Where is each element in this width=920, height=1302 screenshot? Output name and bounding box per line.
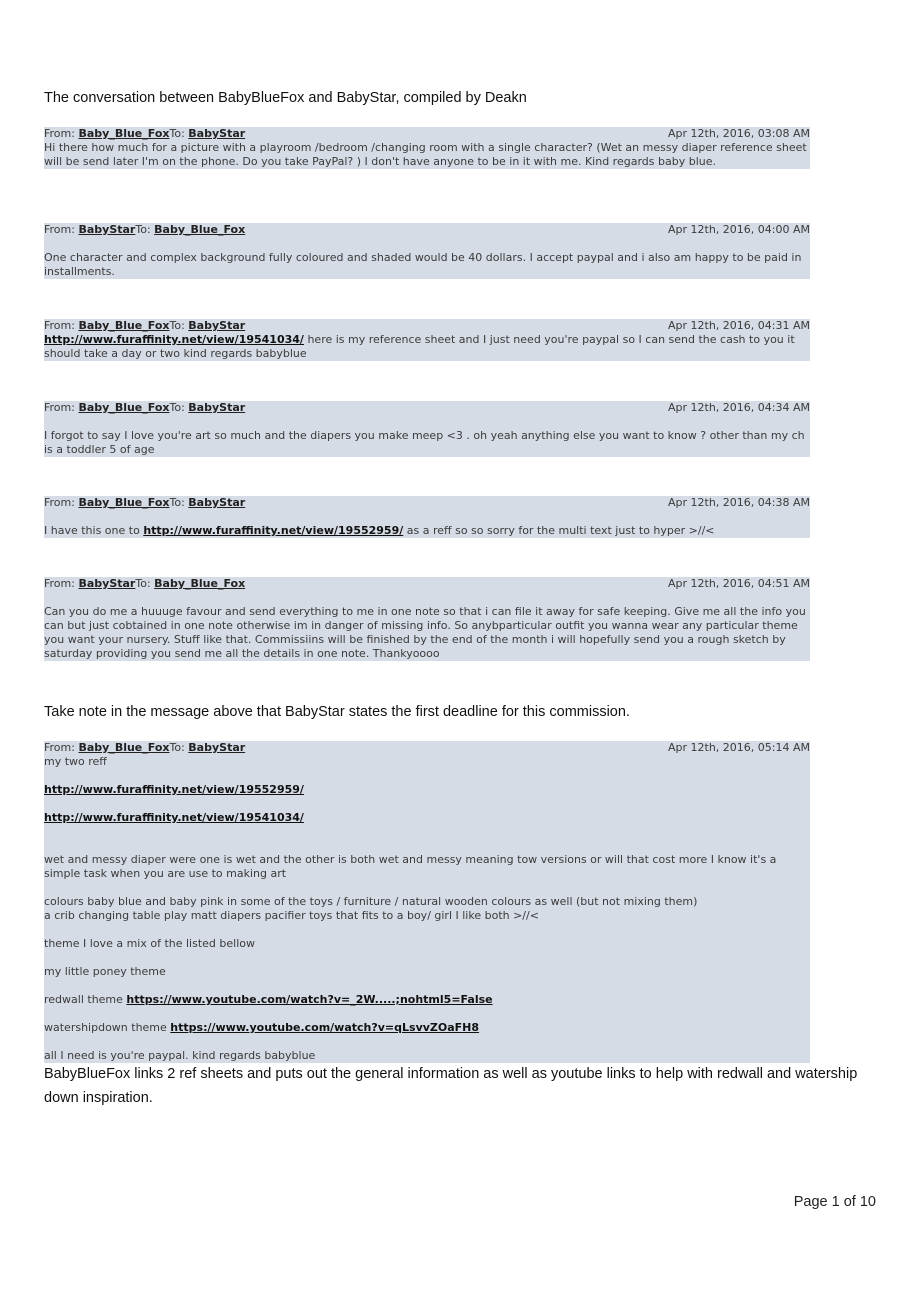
summary-note: BabyBlueFox links 2 ref sheets and puts out the general information as well as youtube links to help with redwall and watership down inspiration.: [44, 1066, 858, 1106]
reference-link[interactable]: http://www.furaffinity.net/view/19541034/: [44, 811, 304, 824]
sender-recipient: From: BabyStarTo: Baby_Blue_Fox: [44, 577, 246, 590]
message-paragraph: a crib changing table play matt diapers pacifier toys that fits to a boy/ girl I like both >//<: [44, 909, 539, 922]
recipient-link[interactable]: BabyStar: [188, 496, 246, 509]
message-5: [44, 496, 810, 538]
youtube-link[interactable]: https://www.youtube.com/watch?v=_2W.....;nohtml5=False: [126, 993, 493, 1006]
recipient-link[interactable]: Baby_Blue_Fox: [154, 223, 246, 236]
message-text: Hi there how much for a picture with a playroom /bedroom /changing room with a single character? (Wet an messy diaper reference sheet will be send later I'm on the phone. Do you take PayPal? ) I don't have anyone to be in it with me. Kind regards baby blue.: [44, 141, 807, 168]
message-text: I have this one to http://www.furaffinity.net/view/19552959/ as a reff so so sorry for the multi text just to hyper >//<: [44, 524, 715, 537]
recipient-link[interactable]: BabyStar: [188, 319, 246, 332]
message-date: Apr 12th, 2016, 04:51 AM: [667, 577, 810, 590]
sender-recipient: From: Baby_Blue_FoxTo: BabyStar: [44, 401, 246, 414]
message-2: [44, 223, 810, 279]
sender-link[interactable]: Baby_Blue_Fox: [78, 741, 170, 754]
message-paragraph: watershipdown theme https://www.youtube.com/watch?v=qLsvvZOaFH8: [44, 1021, 480, 1034]
message-date: Apr 12th, 2016, 03:08 AM: [667, 127, 810, 140]
message-header: [44, 741, 810, 755]
recipient-link[interactable]: BabyStar: [188, 741, 246, 754]
message-paragraph: colours baby blue and baby pink in some of the toys / furniture / natural wooden colours as well (but not mixing them): [44, 895, 698, 908]
message-header: [44, 577, 810, 591]
sender-link[interactable]: BabyStar: [78, 577, 136, 590]
sender-recipient: From: Baby_Blue_FoxTo: BabyStar: [44, 496, 246, 509]
page-number: Page 1 of 10: [793, 1194, 876, 1210]
deadline-note: Take note in the message above that BabyStar states the first deadline for this commission.: [44, 704, 630, 720]
sender-recipient: From: Baby_Blue_FoxTo: BabyStar: [44, 127, 246, 140]
message-date: Apr 12th, 2016, 04:31 AM: [667, 319, 810, 332]
message-6: [44, 577, 810, 661]
message-header: [44, 223, 810, 237]
reference-link[interactable]: http://www.furaffinity.net/view/19552959/: [44, 783, 304, 796]
message-header: [44, 127, 810, 141]
sender-link[interactable]: Baby_Blue_Fox: [78, 496, 170, 509]
message-date: Apr 12th, 2016, 05:14 AM: [667, 741, 810, 754]
message-paragraph: redwall theme https://www.youtube.com/watch?v=_2W.....;nohtml5=False: [44, 993, 493, 1006]
message-3: [44, 319, 810, 361]
sender-link[interactable]: Baby_Blue_Fox: [78, 127, 170, 140]
sender-recipient: From: BabyStarTo: Baby_Blue_Fox: [44, 223, 246, 236]
message-header: [44, 319, 810, 333]
message-1: [44, 127, 810, 169]
recipient-link[interactable]: Baby_Blue_Fox: [154, 577, 246, 590]
reference-link[interactable]: http://www.furaffinity.net/view/19552959/: [143, 524, 404, 537]
message-date: Apr 12th, 2016, 04:34 AM: [667, 401, 810, 414]
sender-link[interactable]: BabyStar: [78, 223, 136, 236]
message-text: Can you do me a huuuge favour and send everything to me in one note so that i can file it away for safe keeping. Give me all the info you can but just cobtained in one note otherwise im in danger of missing info. So anybparticular outfit you wanna wear any particular theme you want your nursery. Stuff like that. Commissiins will be finished by the end of the month i will hopefully send you a rough sketch by saturday providing you send me all the details in one note. Thankyoooo: [44, 605, 806, 660]
sender-link[interactable]: Baby_Blue_Fox: [78, 401, 170, 414]
message-paragraph: my little poney theme: [44, 965, 166, 978]
message-header: [44, 496, 810, 510]
youtube-link[interactable]: https://www.youtube.com/watch?v=qLsvvZOaFH8: [170, 1021, 480, 1034]
reference-link[interactable]: http://www.furaffinity.net/view/19541034/: [44, 333, 304, 346]
recipient-link[interactable]: BabyStar: [188, 127, 246, 140]
message-text: One character and complex background fully coloured and shaded would be 40 dollars. I accept paypal and i also am happy to be paid in installments.: [44, 251, 802, 278]
sender-link[interactable]: Baby_Blue_Fox: [78, 319, 170, 332]
message-paragraph: all I need is you're paypal. kind regards babyblue: [44, 1049, 316, 1062]
message-header: [44, 401, 810, 415]
message-date: Apr 12th, 2016, 04:38 AM: [667, 496, 810, 509]
message-intro: my two reff: [44, 755, 107, 768]
document-title: The conversation between BabyBlueFox and BabyStar, compiled by Deakn: [44, 90, 527, 106]
message-7: [44, 741, 810, 1063]
message-text: I forgot to say I love you're art so much and the diapers you make meep <3 . oh yeah anything else you want to know ? other than my ch is a toddler 5 of age: [44, 429, 805, 456]
message-paragraph: wet and messy diaper were one is wet and the other is both wet and messy meaning tow versions or will that cost more I know it's a simple task when you are use to making art: [44, 853, 777, 880]
sender-recipient: From: Baby_Blue_FoxTo: BabyStar: [44, 319, 246, 332]
message-date: Apr 12th, 2016, 04:00 AM: [667, 223, 810, 236]
message-paragraph: theme I love a mix of the listed bellow: [44, 937, 255, 950]
sender-recipient: From: Baby_Blue_FoxTo: BabyStar: [44, 741, 246, 754]
message-text: http://www.furaffinity.net/view/19541034/ here is my reference sheet and I just need you're paypal so I can send the cash to you it should take a day or two kind regards babyblue: [44, 333, 795, 360]
recipient-link[interactable]: BabyStar: [188, 401, 246, 414]
message-4: [44, 401, 810, 457]
